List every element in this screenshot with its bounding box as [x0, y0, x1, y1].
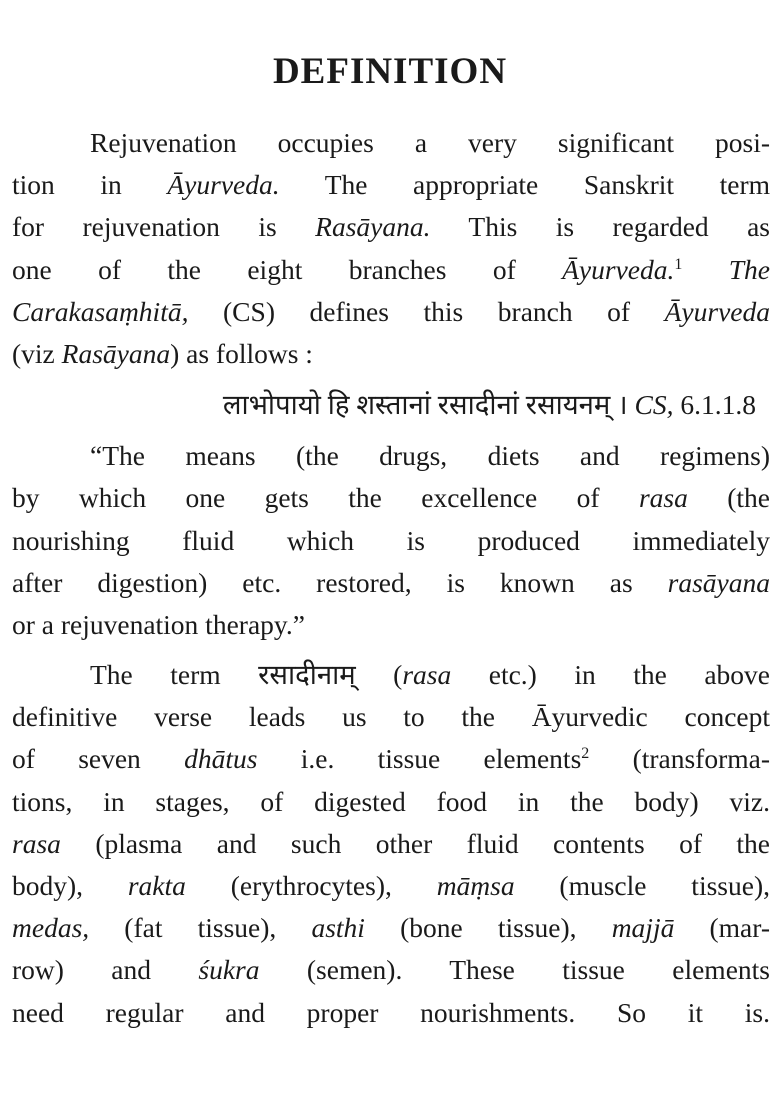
text-run: or a rejuvenation therapy.”	[12, 608, 305, 640]
italic-term: Rasāyana.	[315, 211, 431, 243]
text-line	[12, 435, 770, 477]
sanskrit-verse-line	[12, 375, 770, 427]
text-run: need regular and proper nourishments. So it is.	[12, 996, 770, 1028]
text-run: The term रसादीनाम् (	[90, 659, 403, 691]
text-run: The appropriate Sanskrit term	[279, 169, 770, 201]
text-run: body),	[12, 870, 128, 901]
text-line	[12, 949, 770, 991]
text-line	[12, 654, 770, 696]
text-run: for rejuvenation is	[12, 211, 316, 243]
text-run: ) as follows :	[170, 337, 313, 369]
italic-term: rasāyana	[667, 566, 770, 598]
italic-term: māṃsa	[436, 870, 515, 901]
italic-term: rasa	[12, 827, 61, 859]
text-run: (muscle tissue),	[514, 870, 770, 901]
paragraph-gap	[12, 427, 770, 435]
text-line	[12, 696, 770, 738]
italic-term: śukra	[198, 954, 260, 986]
text-line	[12, 206, 770, 248]
italic-term: CS,	[634, 389, 674, 421]
text-run: definitive verse leads us to the Āyurvedic concept	[12, 701, 770, 733]
text-run: after digestion) etc. restored, is known as	[12, 566, 668, 598]
text-run: (transforma-	[589, 743, 770, 775]
italic-term: Rasāyana	[61, 337, 171, 369]
text-run: This is regarded as	[430, 211, 771, 243]
page-title: DEFINITION	[272, 51, 508, 92]
italic-term: Āyurveda.	[562, 253, 675, 285]
text-run: (erythrocytes),	[185, 870, 437, 901]
text-run: (plasma and such other fluid contents of the	[60, 827, 770, 859]
text-line	[12, 520, 770, 562]
paragraph-gap	[12, 646, 770, 654]
italic-term: rakta	[127, 870, 186, 901]
text-run: etc.) in the above	[451, 659, 771, 691]
text-line	[12, 907, 770, 949]
italic-term: medas,	[12, 912, 90, 944]
italic-term: Carakasaṃhitā,	[12, 295, 189, 327]
text-run: row) and	[12, 954, 199, 986]
text-run: (CS) defines this branch of	[188, 295, 665, 327]
text-run: of seven	[12, 743, 185, 775]
italic-term: The	[682, 253, 770, 285]
text-run: (the	[687, 482, 770, 514]
body-text	[12, 122, 770, 1034]
text-line	[12, 333, 770, 375]
text-run: (mar-	[674, 912, 770, 944]
italic-term: asthi	[311, 912, 365, 944]
italic-term: majjā	[611, 912, 675, 944]
text-line	[12, 122, 770, 164]
text-line	[12, 604, 770, 646]
text-run: (fat tissue),	[89, 912, 312, 944]
text-line	[12, 992, 770, 1034]
text-line	[12, 249, 770, 291]
italic-term: dhātus	[184, 743, 258, 775]
text-run: tions, in stages, of digested food in the body) viz.	[12, 785, 770, 817]
text-line	[12, 865, 770, 907]
text-run: (semen). These tissue elements	[259, 954, 770, 986]
text-run: i.e. tissue elements	[257, 743, 582, 775]
text-run: Rejuvenation occupies a very significant posi-	[90, 127, 770, 158]
text-line	[12, 781, 770, 823]
text-run: “The means (the drugs, diets and regimens)	[90, 440, 770, 472]
text-run: 6.1.1.8	[673, 389, 756, 421]
italic-term: rasa	[638, 482, 688, 514]
footnote-marker: 2	[581, 745, 590, 763]
italic-term: Āyurveda	[664, 295, 770, 327]
text-run: by which one gets the excellence of	[12, 482, 639, 514]
text-run: nourishing fluid which is produced immediately	[12, 524, 770, 556]
text-line	[12, 291, 770, 333]
footnote-marker: 1	[674, 255, 683, 273]
text-line	[12, 477, 770, 519]
text-run: one of the eight branches of	[12, 253, 563, 285]
text-run: (bone tissue),	[364, 912, 612, 944]
text-line	[12, 738, 770, 780]
italic-term: rasa	[402, 659, 452, 691]
italic-term: Āyurveda.	[167, 169, 280, 201]
text-run: लाभोपायो हि शस्तानां रसादीनां रसायनम् ।	[222, 389, 635, 421]
text-line	[12, 164, 770, 206]
text-line	[12, 823, 770, 865]
text-run: (viz	[12, 337, 62, 369]
text-line	[12, 562, 770, 604]
text-run: tion in	[12, 169, 168, 201]
